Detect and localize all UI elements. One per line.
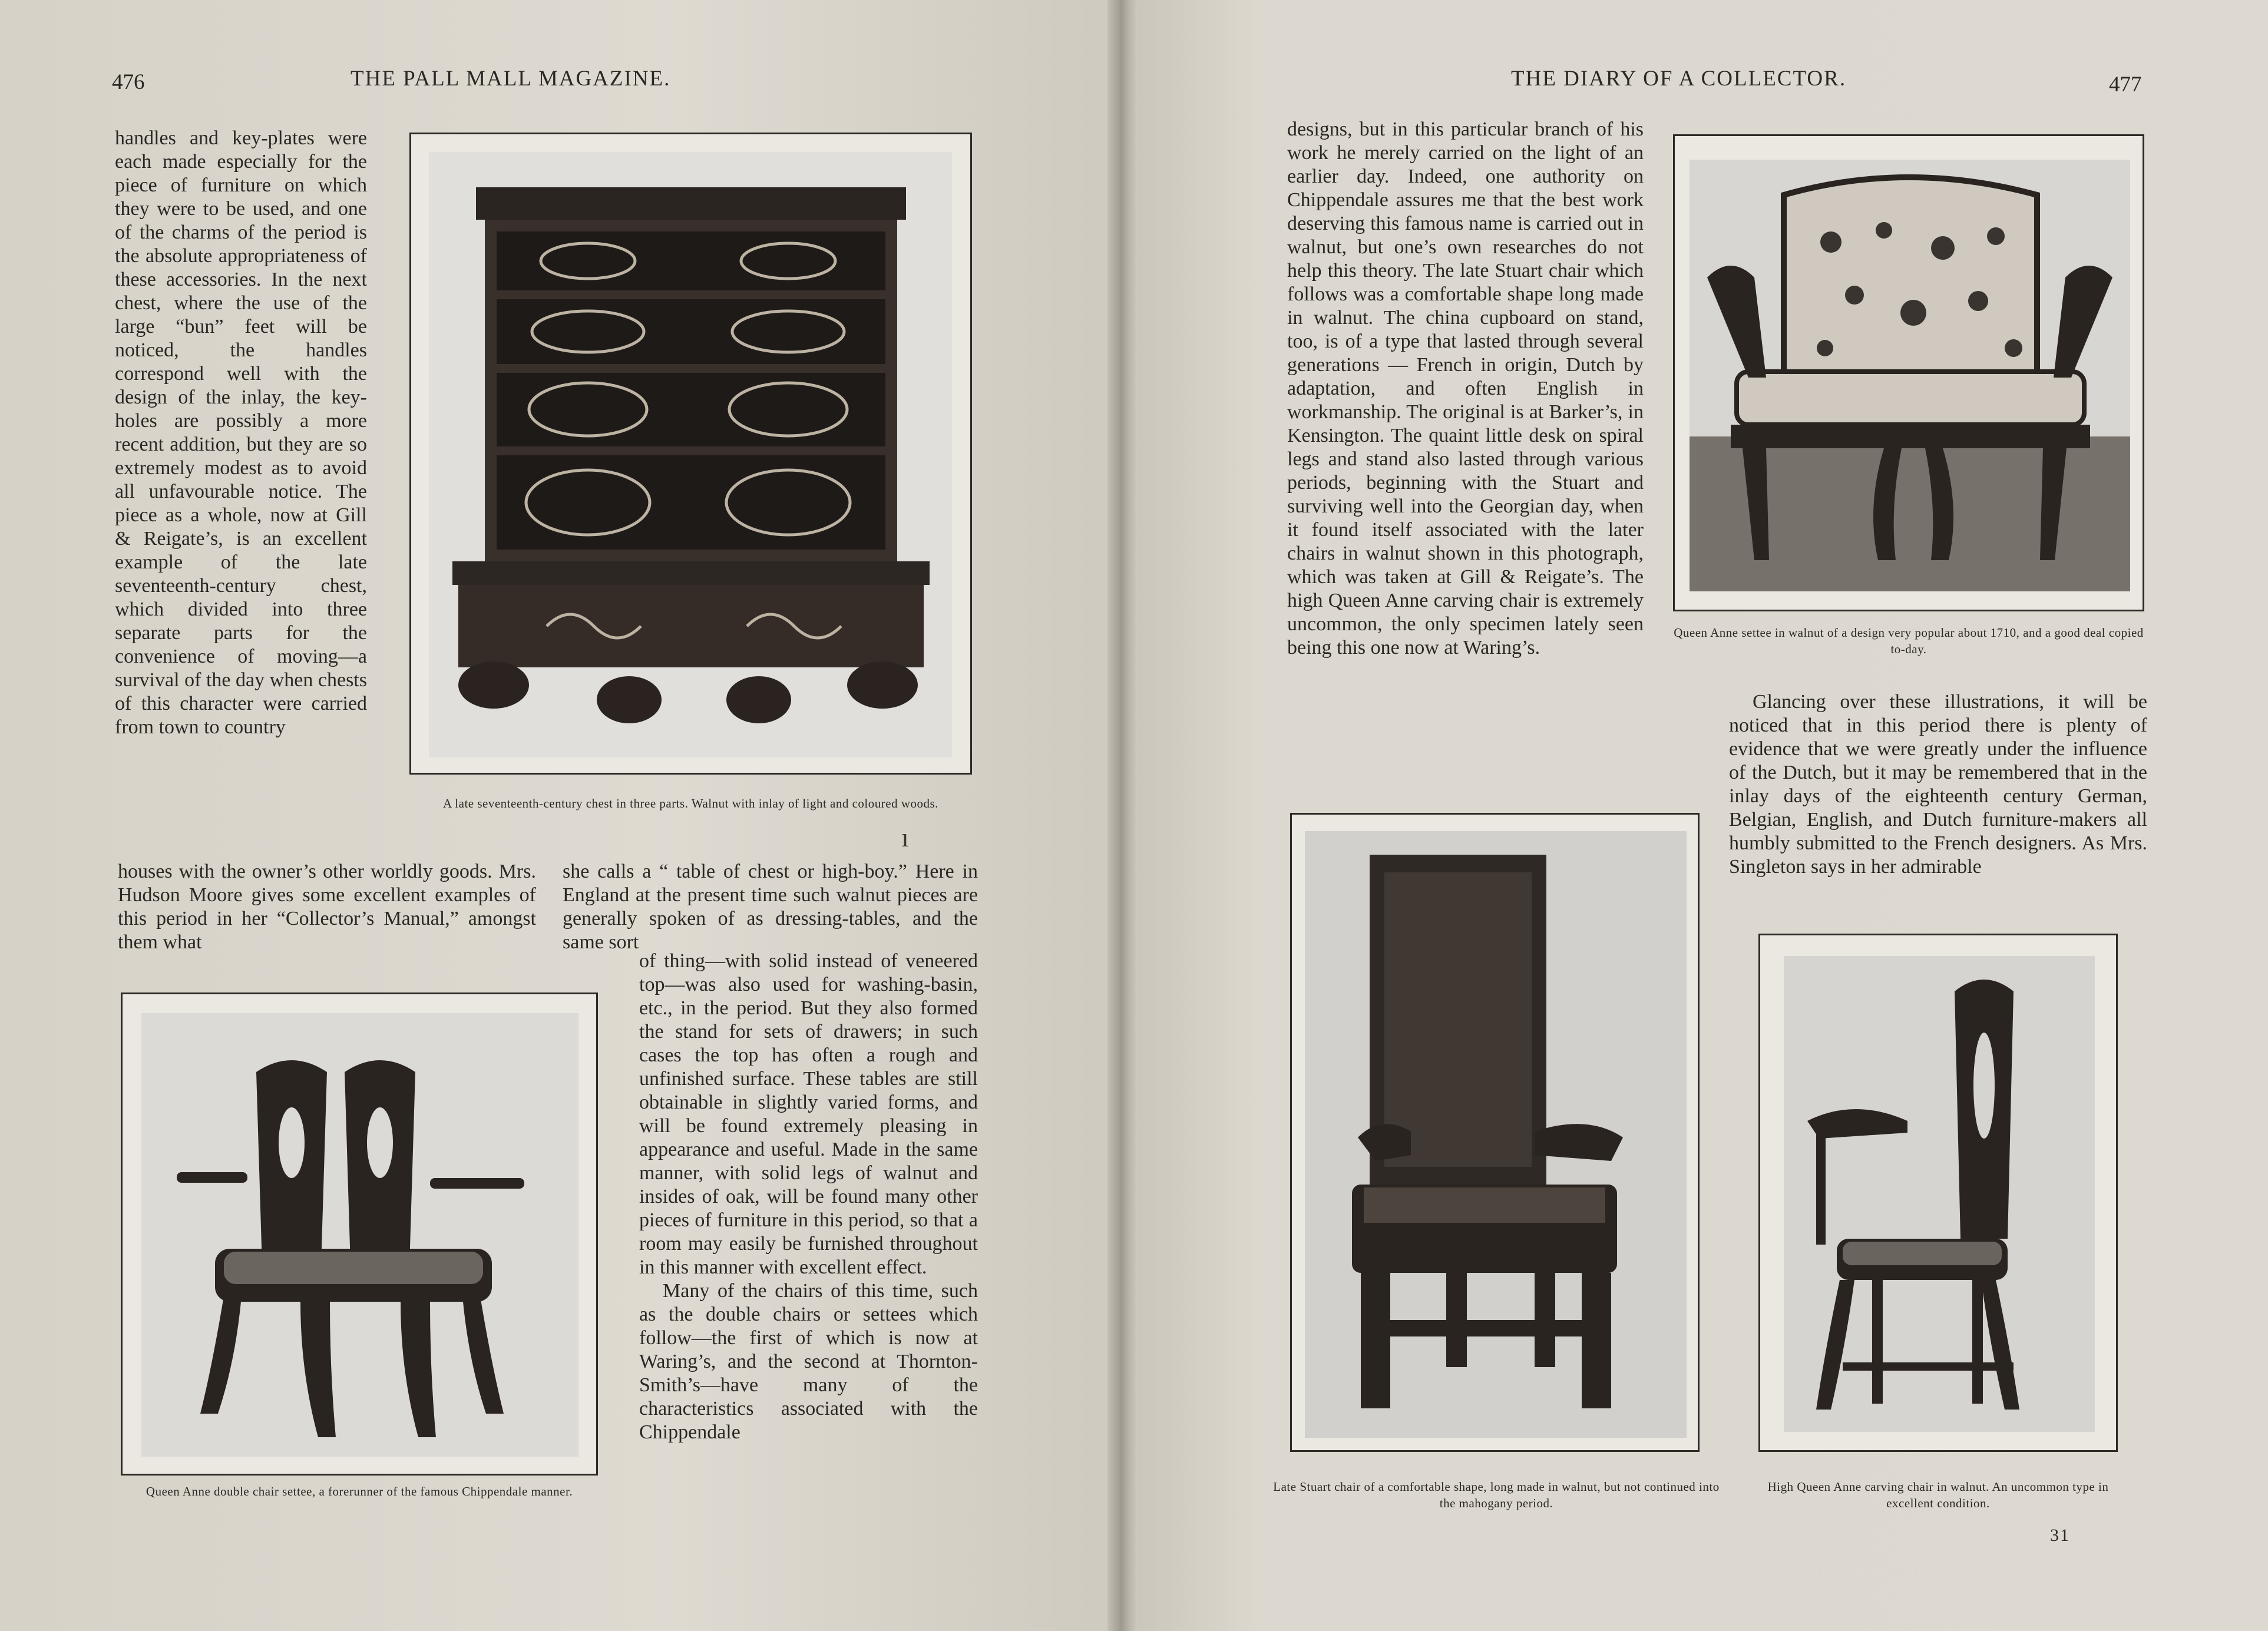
stuart-chair-photo: [1305, 831, 1687, 1438]
carving-chair-photo: [1784, 956, 2095, 1432]
figure-carving-chair: [1758, 934, 2118, 1452]
paragraph: Glancing over these illustrations, it will be noticed that in this period there is plenty of evidence that we were greatly under the influence of the Dutch, but it may be remembered that in the inlay days of the eighteenth century German, Belgian, English, and Dutch furniture-makers all humbly submitted to the French designers. As Mrs. Singleton says in her admirable: [1729, 691, 2147, 878]
left-narrow-column: [115, 127, 367, 739]
figure-chest: [409, 133, 972, 775]
page-number-right: 477: [2109, 72, 2142, 97]
caption-stuart-chair: Late Stuart chair of a comfortable shape, long made in walnut, but not continued into the mahogany period.: [1273, 1480, 1720, 1510]
caption-double-chair: Queen Anne double chair settee, a forerunner of the famous Chippendale manner.: [146, 1484, 573, 1498]
paragraph: Many of the chairs of this time, such as the double chairs or settees which follow—the first of which is now at Waring’s, and the second at Thornton-Smith’s—have many of the characteristics associated with the Chippendale: [639, 1280, 978, 1443]
left-full-paragraph: [118, 860, 536, 954]
paragraph: she calls a “ table of chest or high-boy.” Here in England at the present time such walnut pieces are generally spoken of as dressing-tables, and the same sort: [563, 861, 978, 953]
settee-photo: [1690, 160, 2130, 591]
figure-double-chair: [121, 993, 598, 1475]
page-number-left: 476: [112, 70, 145, 94]
caption-settee: Queen Anne settee in walnut of a design very popular about 1710, and a good deal copied to-day.: [1674, 626, 2144, 656]
right-right-column: [1729, 690, 2147, 879]
running-head-left: THE PALL MALL MAGAZINE.: [351, 67, 671, 91]
running-head-right: THE DIARY OF A COLLECTOR.: [1511, 67, 1847, 91]
left-right-column-top: [563, 860, 978, 954]
signature-mark: 31: [2050, 1526, 2070, 1545]
stray-mark: ı: [901, 822, 909, 852]
book-spine: [1107, 0, 1138, 1631]
paragraph: houses with the owner’s other worldly goods. Mrs. Hudson Moore gives some excellent examples of this period in her “Collector’s Manual,” amongst them what: [118, 861, 536, 953]
figure-settee: [1673, 134, 2144, 611]
caption-carving-chair: High Queen Anne carving chair in walnut. An uncommon type in excellent condition.: [1767, 1480, 2109, 1510]
double-chair-photo: [141, 1013, 578, 1457]
caption-chest: A late seventeenth-century chest in three parts. Walnut with inlay of light and coloured woods.: [443, 796, 938, 810]
figure-stuart-chair: [1290, 813, 1700, 1452]
chest-photo: [429, 152, 952, 757]
right-left-column: [1287, 118, 1644, 660]
paragraph: of thing—with solid instead of veneered top—was also used for washing-basin, etc., in the period. But they also formed the stand for sets of drawers; in such cases the top has often a rough and unfinished surface. These tables are still obtainable in slightly varied forms, and will be found extremely pleasing in appearance and useful. Made in the same manner, with solid legs of walnut and insides of oak, will be found many other pieces of furniture in this period, so that a room may easily be furnished throughout in this manner with excellent effect.: [639, 950, 978, 1278]
paragraph: designs, but in this particular branch of his work he merely carried on the light of an earlier day. Indeed, one authority on Chippendale assures me that the best work deserving this famous name is carried out in walnut, but one’s own researches do not help this theory. The late Stuart chair which follows was a comfortable shape long made in walnut. The china cupboard on stand, too, is of a type that lasted through several generations — French in origin, Dutch by adaptation, and often English in workmanship. The original is at Barker’s, in Kensington. The quaint little desk on spiral legs and stand also lasted through various periods, beginning with the Stuart and surviving well into the Georgian day, when it found itself associated with the later chairs in walnut shown in this photograph, which was taken at Gill & Reigate’s. The high Queen Anne carving chair is extremely uncommon, the only specimen lately seen being this one now at Waring’s.: [1287, 118, 1644, 659]
left-right-column-lower: [639, 950, 978, 1444]
paragraph: handles and key-plates were each made especially for the piece of furniture on which they were to be used, and one of the charms of the period is the absolute appropriateness of these accessories. In the next chest, where the use of the large “bun” feet will be noticed, the handles correspond well with the design of the inlay, the key-holes are possibly a more recent addition, but they are so extremely modest as to avoid all unfavourable notice. The piece as a whole, now at Gill & Reigate’s, is an excellent example of the late seventeenth-century chest, which divided into three separate parts for the convenience of moving—a survival of the day when chests of this character were carried from town to country: [115, 127, 367, 738]
